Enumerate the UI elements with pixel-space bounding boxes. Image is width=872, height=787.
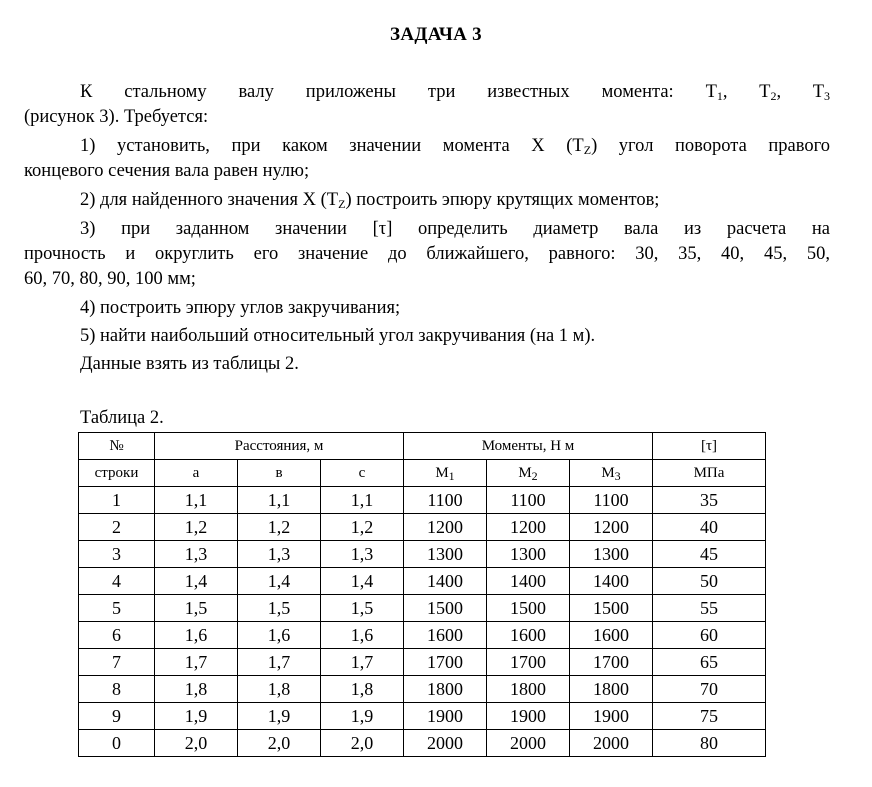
cell-m2: 1100	[487, 487, 570, 514]
cell-m2: 1200	[487, 514, 570, 541]
table-row	[79, 568, 766, 595]
item-5: 5) найти наибольший относительный угол закручивания (на 1 м).	[80, 326, 596, 346]
data-table	[78, 432, 766, 757]
table-row	[79, 514, 766, 541]
table-row	[79, 649, 766, 676]
cell-b: 1,9	[238, 703, 321, 730]
cell-row-number: 4	[79, 568, 155, 595]
item-1	[24, 134, 830, 184]
cell-m2: 1700	[487, 649, 570, 676]
cell-b: 1,6	[238, 622, 321, 649]
header-mpa: МПа	[653, 460, 766, 487]
cell-m2: 1600	[487, 622, 570, 649]
item-3	[24, 217, 830, 292]
cell-b: 1,1	[238, 487, 321, 514]
cell-a: 1,4	[155, 568, 238, 595]
cell-m3: 1500	[570, 595, 653, 622]
cell-row-number: 0	[79, 730, 155, 757]
table-caption: Таблица 2.	[80, 408, 164, 428]
header-b: в	[238, 460, 321, 487]
cell-m3: 2000	[570, 730, 653, 757]
cell-row-number: 5	[79, 595, 155, 622]
cell-a: 1,5	[155, 595, 238, 622]
cell-c: 2,0	[321, 730, 404, 757]
header-num: №	[79, 433, 155, 460]
cell-c: 1,4	[321, 568, 404, 595]
cell-m3: 1800	[570, 676, 653, 703]
cell-row-number: 1	[79, 487, 155, 514]
intro-line-1: К стальному валу приложены три известных момента: $T_1$, $T_2$, $T_3$	[80, 82, 831, 103]
cell-m1: 1400	[404, 568, 487, 595]
cell-b: 1,7	[238, 649, 321, 676]
header-m3: $M_3$	[570, 460, 653, 487]
cell-tau: 70	[653, 676, 766, 703]
table-row	[79, 541, 766, 568]
cell-c: 1,1	[321, 487, 404, 514]
table-row	[79, 487, 766, 514]
cell-c: 1,2	[321, 514, 404, 541]
cell-c: 1,6	[321, 622, 404, 649]
table-header-row-2	[79, 460, 766, 487]
item-2-line: 2) для найденного значения X $(T_Z)$ построить эпюру крутящих моментов;	[80, 190, 660, 211]
header-distances: Расстояния, м	[155, 433, 404, 460]
table-header-row-1	[79, 433, 766, 460]
cell-tau: 75	[653, 703, 766, 730]
cell-m3: 1900	[570, 703, 653, 730]
cell-m1: 2000	[404, 730, 487, 757]
cell-row-number: 6	[79, 622, 155, 649]
cell-row-number: 2	[79, 514, 155, 541]
cell-m1: 1600	[404, 622, 487, 649]
cell-b: 2,0	[238, 730, 321, 757]
intro-paragraph	[24, 80, 830, 130]
cell-a: 1,8	[155, 676, 238, 703]
cell-m1: 1500	[404, 595, 487, 622]
cell-m2: 1300	[487, 541, 570, 568]
cell-c: 1,3	[321, 541, 404, 568]
cell-a: 1,3	[155, 541, 238, 568]
cell-b: 1,2	[238, 514, 321, 541]
cell-tau: 50	[653, 568, 766, 595]
cell-c: 1,7	[321, 649, 404, 676]
cell-b: 1,3	[238, 541, 321, 568]
cell-m2: 1400	[487, 568, 570, 595]
cell-m1: 1300	[404, 541, 487, 568]
item-3-line-3: 60, 70, 80, 90, 100 мм;	[24, 269, 196, 289]
cell-m3: 1700	[570, 649, 653, 676]
page-title: ЗАДАЧА 3	[390, 24, 482, 45]
cell-m3: 1600	[570, 622, 653, 649]
cell-a: 1,1	[155, 487, 238, 514]
cell-m1: 1200	[404, 514, 487, 541]
cell-tau: 60	[653, 622, 766, 649]
cell-m3: 1300	[570, 541, 653, 568]
cell-b: 1,4	[238, 568, 321, 595]
item-1-line-2: концевого сечения вала равен нулю;	[24, 161, 310, 181]
cell-m3: 1100	[570, 487, 653, 514]
item-3-line-2: прочность и округлить его значение до ближайшего, равного: 30, 35, 40, 45, 50,	[24, 244, 830, 264]
table-row	[79, 622, 766, 649]
cell-tau: 35	[653, 487, 766, 514]
cell-a: 2,0	[155, 730, 238, 757]
cell-tau: 80	[653, 730, 766, 757]
item-4: 4) построить эпюру углов закручивания;	[80, 298, 401, 318]
cell-m1: 1800	[404, 676, 487, 703]
item-1-line-1: 1) установить, при каком значении момента X $(T_Z)$ угол поворота правого	[80, 136, 830, 157]
cell-row-number: 8	[79, 676, 155, 703]
header-tau: [τ]	[653, 433, 766, 460]
item-2	[24, 188, 830, 213]
cell-b: 1,5	[238, 595, 321, 622]
cell-c: 1,8	[321, 676, 404, 703]
intro-line-2: (рисунок 3). Требуется:	[24, 107, 209, 127]
cell-tau: 55	[653, 595, 766, 622]
cell-b: 1,8	[238, 676, 321, 703]
cell-a: 1,9	[155, 703, 238, 730]
cell-row-number: 7	[79, 649, 155, 676]
cell-m1: 1900	[404, 703, 487, 730]
cell-a: 1,2	[155, 514, 238, 541]
item-3-line-1: 3) при заданном значении [τ] определить диаметр вала из расчета на	[80, 219, 830, 239]
cell-a: 1,6	[155, 622, 238, 649]
header-m1: $M_1$	[404, 460, 487, 487]
cell-tau: 65	[653, 649, 766, 676]
header-c: с	[321, 460, 404, 487]
data-note: Данные взять из таблицы 2.	[80, 354, 299, 374]
cell-m3: 1400	[570, 568, 653, 595]
cell-m2: 1900	[487, 703, 570, 730]
table-row	[79, 703, 766, 730]
cell-m1: 1700	[404, 649, 487, 676]
cell-row-number: 9	[79, 703, 155, 730]
cell-c: 1,5	[321, 595, 404, 622]
cell-row-number: 3	[79, 541, 155, 568]
header-row-label: строки	[79, 460, 155, 487]
cell-tau: 45	[653, 541, 766, 568]
header-moments: Моменты, Н м	[404, 433, 653, 460]
cell-tau: 40	[653, 514, 766, 541]
cell-c: 1,9	[321, 703, 404, 730]
table-row	[79, 730, 766, 757]
header-m2: $M_2$	[487, 460, 570, 487]
cell-m3: 1200	[570, 514, 653, 541]
header-a: а	[155, 460, 238, 487]
cell-m2: 2000	[487, 730, 570, 757]
table-row	[79, 676, 766, 703]
cell-a: 1,7	[155, 649, 238, 676]
table-row	[79, 595, 766, 622]
cell-m2: 1500	[487, 595, 570, 622]
cell-m1: 1100	[404, 487, 487, 514]
cell-m2: 1800	[487, 676, 570, 703]
